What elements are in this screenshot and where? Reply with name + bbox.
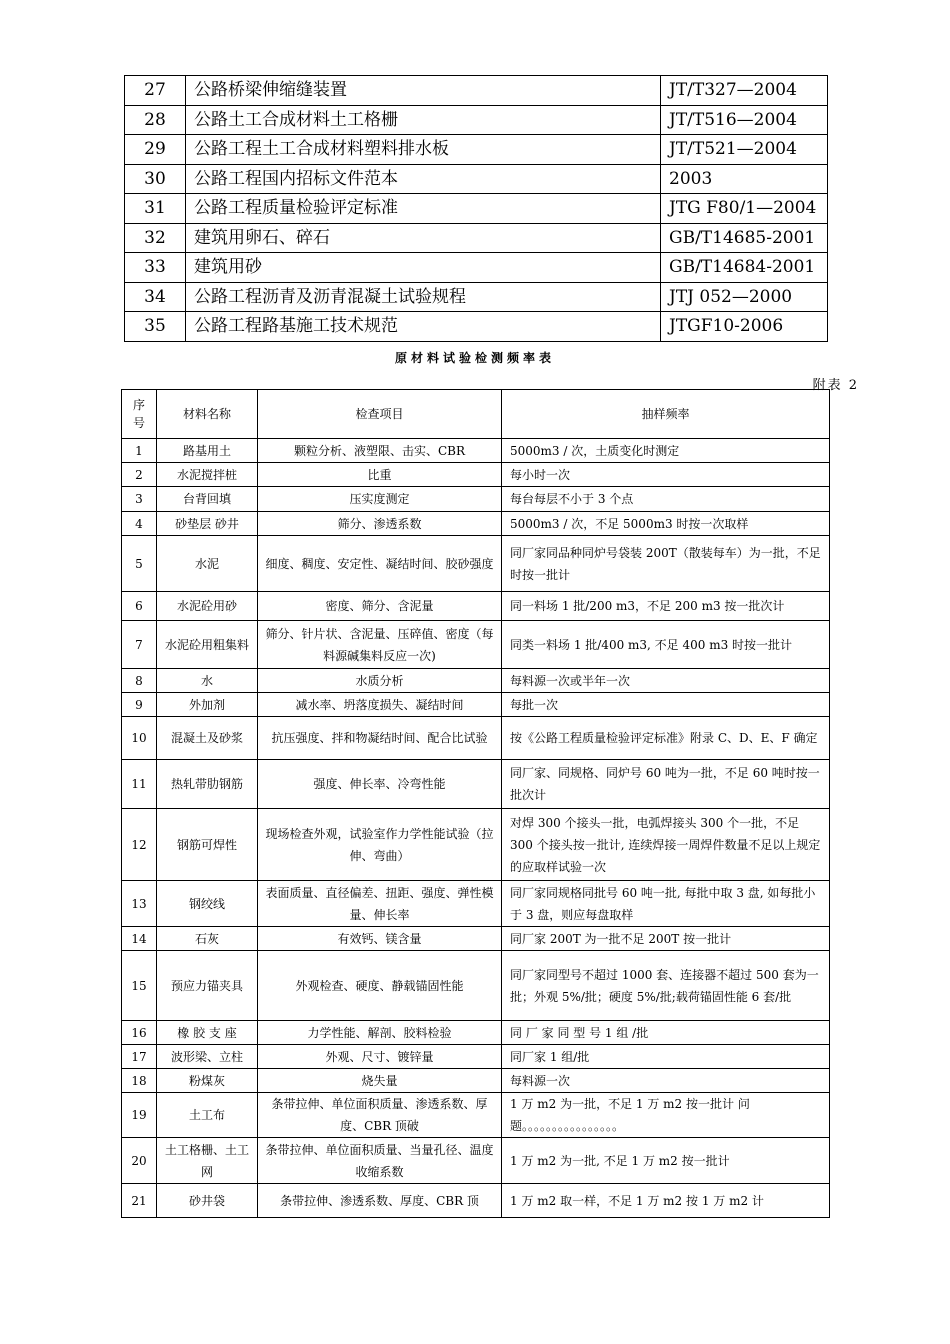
standard-code: GB/T14685-2001 [661,223,828,253]
standard-number: 33 [125,253,186,283]
inspection-items: 外观、尺寸、镀锌量 [258,1045,502,1069]
frequency-row [122,1021,830,1045]
standard-code: JT/T516—2004 [661,105,828,135]
sampling-frequency: 对焊 300 个接头一批，电弧焊接头 300 个一批，不足 300 个接头按一批计, 连续焊接一周焊件数量不足以上规定的应取样试验一次 [502,809,830,881]
row-number: 3 [122,487,157,512]
inspection-items: 筛分、渗透系数 [258,512,502,536]
sampling-frequency: 同厂家同型号不超过 1000 套、连接器不超过 500 套为一批；外观 5%/批；硬度 5%/批;载荷锚固性能 6 套/批 [502,951,830,1021]
sampling-frequency: 按《公路工程质量检验评定标准》附录 C、D、E、F 确定 [502,717,830,760]
inspection-items: 烧失量 [258,1069,502,1093]
sampling-frequency: 每料源一次或半年一次 [502,669,830,693]
row-number: 15 [122,951,157,1021]
material-name: 土工格栅、土工网 [157,1138,258,1184]
frequency-row [122,1045,830,1069]
sampling-frequency: 每台每层不小于 3 个点 [502,487,830,512]
material-name: 石灰 [157,927,258,951]
standard-code: JT/T521—2004 [661,135,828,165]
inspection-items: 强度、伸长率、冷弯性能 [258,760,502,809]
material-name: 预应力锚夹具 [157,951,258,1021]
row-number: 19 [122,1093,157,1138]
material-name: 热轧带肋钢筋 [157,760,258,809]
row-number: 1 [122,439,157,463]
material-name: 外加剂 [157,693,258,717]
header-no: 序号 [122,390,157,439]
standard-number: 27 [125,76,186,106]
inspection-items: 外观检查、硬度、静载锚固性能 [258,951,502,1021]
sampling-frequency: 每批一次 [502,693,830,717]
material-name: 水泥砼用砂 [157,592,258,621]
standard-name: 公路工程路基施工技术规范 [186,312,661,342]
inspection-items: 条带拉伸、单位面积质量、当量孔径、温度收缩系数 [258,1138,502,1184]
frequency-table [121,389,830,1218]
standard-row [125,135,828,165]
frequency-table-body [122,439,830,1218]
frequency-row [122,592,830,621]
standard-row [125,312,828,342]
sampling-frequency: 同厂家同规格同批号 60 吨一批, 每批中取 3 盘, 如每批小于 3 盘，则应每盘取样 [502,881,830,927]
frequency-row [122,1138,830,1184]
standard-number: 31 [125,194,186,224]
standard-code: 2003 [661,164,828,194]
frequency-row [122,951,830,1021]
material-name: 波形梁、立柱 [157,1045,258,1069]
standard-number: 28 [125,105,186,135]
frequency-row [122,621,830,669]
inspection-items: 现场检查外观，试验室作力学性能试验（拉伸、弯曲） [258,809,502,881]
material-name: 水泥搅拌桩 [157,463,258,487]
standard-number: 35 [125,312,186,342]
sampling-frequency: 1 万 m2 为一批, 不足 1 万 m2 按一批计 [502,1138,830,1184]
standard-code: JTGF10-2006 [661,312,828,342]
frequency-row [122,439,830,463]
row-number: 17 [122,1045,157,1069]
row-number: 12 [122,809,157,881]
frequency-row [122,717,830,760]
sampling-frequency: 同厂家同品种同炉号袋装 200T（散装每车）为一批，不足时按一批计 [502,536,830,592]
material-name: 水泥 [157,536,258,592]
frequency-row [122,881,830,927]
sampling-frequency: 1 万 m2 为一批，不足 1 万 m2 按一批计 问题。。。。。。。。。。。。。。。。 [502,1093,830,1138]
row-number: 13 [122,881,157,927]
sampling-frequency: 同一料场 1 批/200 m3，不足 200 m3 按一批次计 [502,592,830,621]
inspection-items: 有效钙、镁含量 [258,927,502,951]
standard-number: 32 [125,223,186,253]
standards-table [124,75,828,342]
row-number: 10 [122,717,157,760]
standard-number: 29 [125,135,186,165]
standard-name: 公路工程质量检验评定标准 [186,194,661,224]
row-number: 14 [122,927,157,951]
standard-name: 建筑用砂 [186,253,661,283]
material-name: 钢绞线 [157,881,258,927]
standard-row [125,105,828,135]
header-material: 材料名称 [157,390,258,439]
material-name: 砂垫层 砂井 [157,512,258,536]
material-name: 橡 胶 支 座 [157,1021,258,1045]
row-number: 9 [122,693,157,717]
frequency-row [122,536,830,592]
standard-code: JTJ 052—2000 [661,282,828,312]
standard-name: 公路土工合成材料土工格栅 [186,105,661,135]
inspection-items: 力学性能、解剖、胶料检验 [258,1021,502,1045]
standard-row [125,282,828,312]
sampling-frequency: 每小时一次 [502,463,830,487]
row-number: 18 [122,1069,157,1093]
frequency-row [122,487,830,512]
standards-table-body [125,76,828,342]
annex-label: 附表 2 [812,378,859,393]
standard-row [125,194,828,224]
standard-row [125,164,828,194]
row-number: 5 [122,536,157,592]
frequency-row [122,760,830,809]
frequency-row [122,809,830,881]
material-name: 混凝土及砂浆 [157,717,258,760]
inspection-items: 抗压强度、拌和物凝结时间、配合比试验 [258,717,502,760]
row-number: 7 [122,621,157,669]
standard-name: 公路工程沥青及沥青混凝土试验规程 [186,282,661,312]
frequency-header-row [122,390,830,439]
sampling-frequency: 同类一料场 1 批/400 m3, 不足 400 m3 时按一批计 [502,621,830,669]
inspection-items: 筛分、针片状、含泥量、压碎值、密度（每料源碱集料反应一次) [258,621,502,669]
sampling-frequency: 同厂家、同规格、同炉号 60 吨为一批，不足 60 吨时按一批次计 [502,760,830,809]
frequency-row [122,1093,830,1138]
row-number: 11 [122,760,157,809]
sampling-frequency: 5000m3 / 次，土质变化时测定 [502,439,830,463]
inspection-items: 条带拉伸、渗透系数、厚度、CBR 顶 [258,1184,502,1218]
material-name: 水 [157,669,258,693]
header-items: 检查项目 [258,390,502,439]
frequency-row [122,693,830,717]
material-name: 台背回填 [157,487,258,512]
sampling-frequency: 1 万 m2 取一样，不足 1 万 m2 按 1 万 m2 计 [502,1184,830,1218]
frequency-row [122,669,830,693]
frequency-table-title: 原材料试验检测频率表 [394,351,555,365]
inspection-items: 压实度测定 [258,487,502,512]
standard-number: 30 [125,164,186,194]
row-number: 21 [122,1184,157,1218]
sampling-frequency: 5000m3 / 次，不足 5000m3 时按一次取样 [502,512,830,536]
inspection-items: 减水率、坍落度损失、凝结时间 [258,693,502,717]
inspection-items: 水质分析 [258,669,502,693]
material-name: 土工布 [157,1093,258,1138]
inspection-items: 比重 [258,463,502,487]
standard-code: GB/T14684-2001 [661,253,828,283]
header-frequency: 抽样频率 [502,390,830,439]
frequency-row [122,1069,830,1093]
standard-row [125,223,828,253]
standard-name: 建筑用卵石、碎石 [186,223,661,253]
row-number: 6 [122,592,157,621]
sampling-frequency: 同厂家 1 组/批 [502,1045,830,1069]
material-name: 钢筋可焊性 [157,809,258,881]
inspection-items: 细度、稠度、安定性、凝结时间、胶砂强度 [258,536,502,592]
sampling-frequency: 同厂家 200T 为一批不足 200T 按一批计 [502,927,830,951]
inspection-items: 颗粒分析、液塑限、击实、CBR [258,439,502,463]
sampling-frequency: 同 厂 家 同 型 号 1 组 /批 [502,1021,830,1045]
row-number: 20 [122,1138,157,1184]
frequency-row [122,463,830,487]
standard-row [125,76,828,106]
material-name: 水泥砼用粗集料 [157,621,258,669]
standard-number: 34 [125,282,186,312]
standard-row [125,253,828,283]
material-name: 粉煤灰 [157,1069,258,1093]
material-name: 砂井袋 [157,1184,258,1218]
standard-name: 公路工程国内招标文件范本 [186,164,661,194]
material-name: 路基用土 [157,439,258,463]
row-number: 2 [122,463,157,487]
inspection-items: 密度、筛分、含泥量 [258,592,502,621]
row-number: 8 [122,669,157,693]
standard-name: 公路工程土工合成材料塑料排水板 [186,135,661,165]
frequency-row [122,927,830,951]
standard-code: JT/T327—2004 [661,76,828,106]
row-number: 16 [122,1021,157,1045]
frequency-row [122,512,830,536]
standard-code: JTG F80/1—2004 [661,194,828,224]
inspection-items: 条带拉伸、单位面积质量、渗透系数、厚度、CBR 顶破 [258,1093,502,1138]
standard-name: 公路桥梁伸缩缝装置 [186,76,661,106]
sampling-frequency: 每料源一次 [502,1069,830,1093]
row-number: 4 [122,512,157,536]
frequency-row [122,1184,830,1218]
inspection-items: 表面质量、直径偏差、扭距、强度、弹性模量、伸长率 [258,881,502,927]
